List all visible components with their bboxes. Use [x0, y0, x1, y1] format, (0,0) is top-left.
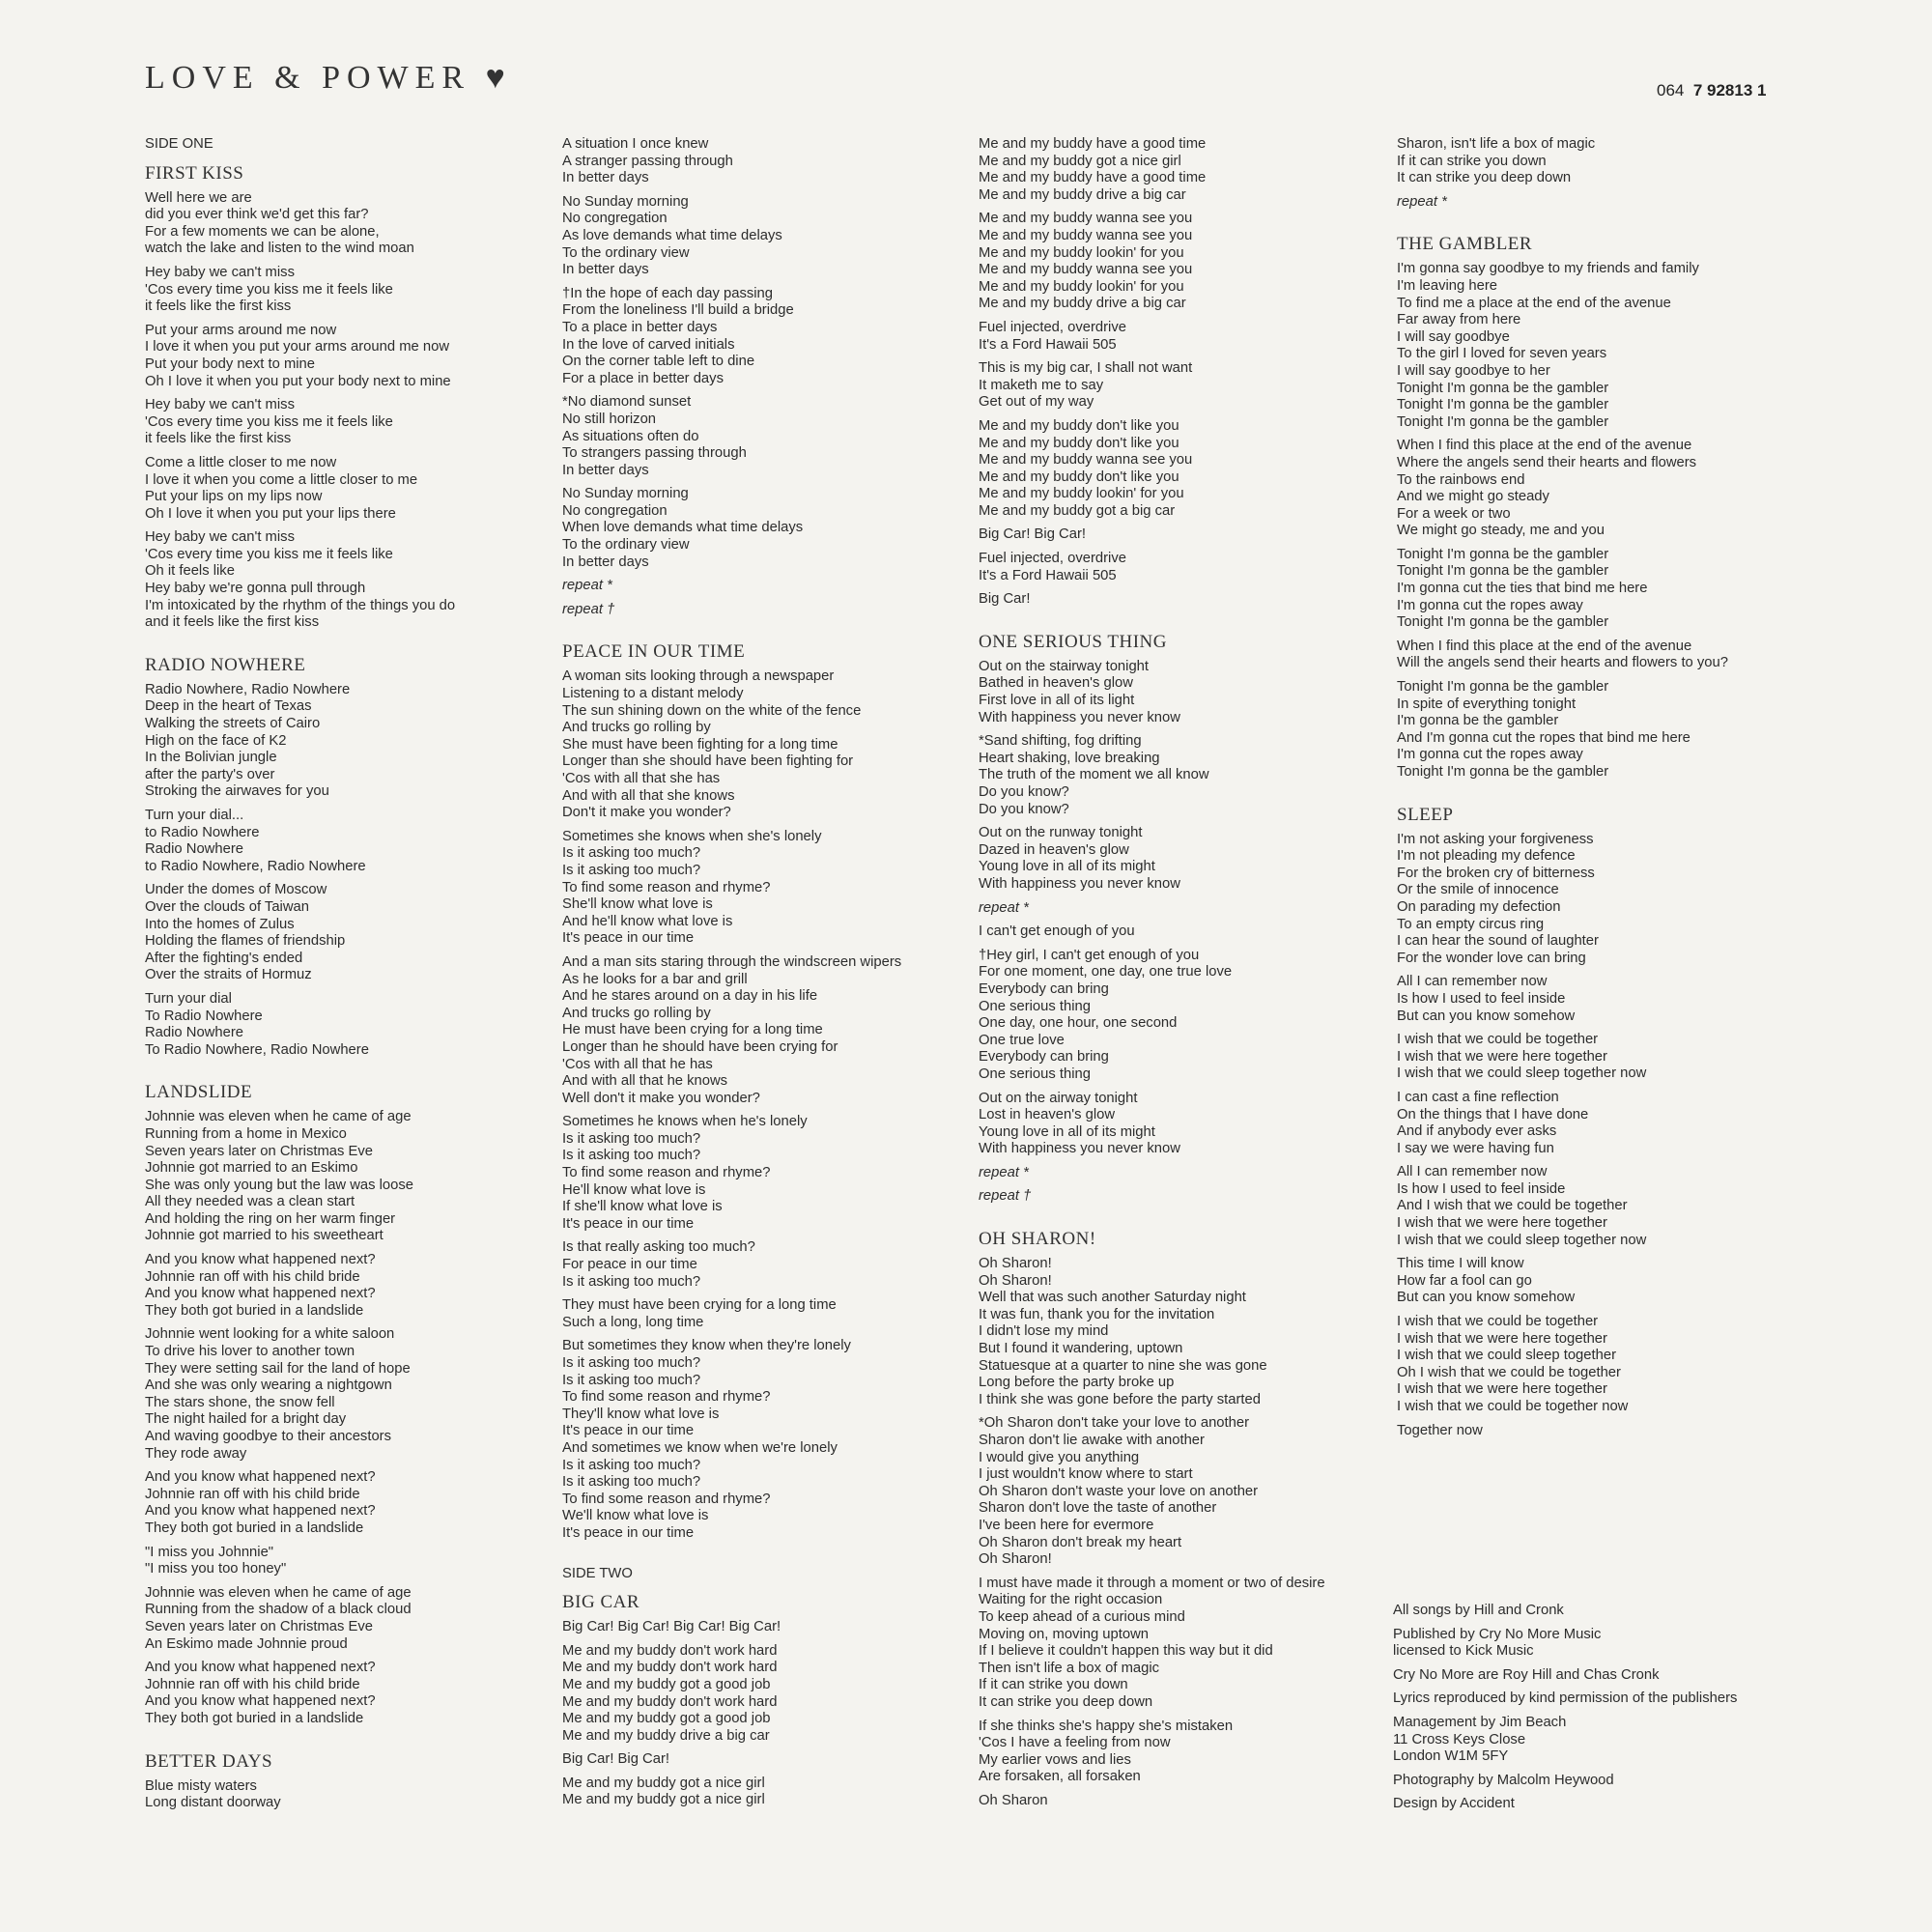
stanza: Me and my buddy got a nice girl Me and my buddy got a nice girl [562, 1775, 765, 1808]
song-title: RADIO NOWHERE [145, 654, 306, 675]
stanza: Blue misty waters Long distant doorway [145, 1777, 281, 1811]
stanza: No Sunday morning No congregation When love demands what time delays To the ordinary view In better days [562, 486, 804, 570]
stanza: They must have been crying for a long time Such a long, long time [562, 1297, 837, 1330]
stanza: Fuel injected, overdrive It's a Ford Hawaii 505 [979, 319, 1126, 353]
stanza: Johnnie was eleven when he came of age Running from the shadow of a black cloud Seven years later on Christmas Eve An Eskimo made Johnnie proud [145, 1584, 412, 1652]
album-title: LOVE & POWER ♥ [145, 60, 512, 96]
song-landslide [145, 1082, 555, 1727]
stanza: All I can remember now Is how I used to feel inside And I wish that we could be together I wish that we were here together I wish that we could sleep together now [1397, 1164, 1647, 1248]
stanza: I must have made it through a moment or two of desire Waiting for the right occasion To keep ahead of a curious mind Moving on, moving uptown If I believe it couldn't happen this way but it did Then isn't life a box of magic If it can strike you down It can strike you deep down [979, 1575, 1325, 1710]
stanza: Hey baby we can't miss 'Cos every time you kiss me it feels like Oh it feels like Hey baby we're gonna pull through I'm intoxicated by the rhythm of the things you do and it feels like the first kiss [145, 529, 456, 631]
song-big-car [562, 1592, 973, 1809]
credit-line: Cry No More are Roy Hill and Chas Cronk [1393, 1666, 1660, 1683]
stanza: I'm gonna say goodbye to my friends and family I'm leaving here To find me a place at the end of the avenue Far away from here I will say goodbye To the girl I loved for seven years I will say goodbye to her Tonight I'm gonna be the gambler Tonight I'm gonna be the gambler Tonight I'm gonna be the gambler [1397, 261, 1699, 430]
stanza: Under the domes of Moscow Over the clouds of Taiwan Into the homes of Zulus Holding the flames of friendship After the fighting's ended Over the straits of Hormuz [145, 882, 346, 983]
stanza: Big Car! Big Car! [979, 526, 1087, 543]
stanza: Out on the runway tonight Dazed in heaven's glow Young love in all of its might With happiness you never know [979, 825, 1180, 892]
credit-line: Management by Jim Beach 11 Cross Keys Close London W1M 5FY [1393, 1714, 1567, 1765]
stanza: *Sand shifting, fog drifting Heart shaking, love breaking The truth of the moment we all know Do you know? Do you know? [979, 733, 1209, 817]
stanza: And you know what happened next? Johnnie ran off with his child bride And you know what happened next? They both got buried in a landslide [145, 1252, 376, 1319]
stanza: I wish that we could be together I wish that we were here together I wish that we could sleep together now [1397, 1032, 1647, 1082]
song-big-car-cont [979, 136, 1389, 609]
stanza: Oh Sharon [979, 1792, 1048, 1808]
stanza: This is my big car, I shall not want It maketh me to say Get out of my way [979, 360, 1193, 411]
stanza: Sharon, isn't life a box of magic If it can strike you down It can strike you deep down [1397, 136, 1596, 186]
stanza: Well here we are did you ever think we'd get this far? For a few moments we can be alone, watch the lake and listen to the wind moan [145, 189, 414, 257]
stanza: I can cast a fine reflection On the things that I have done And if anybody ever asks I say we were having fun [1397, 1089, 1589, 1156]
stanza: All I can remember now Is how I used to feel inside But can you know somehow [1397, 974, 1576, 1024]
credit-line: Published by Cry No More Music licensed to Kick Music [1393, 1626, 1602, 1660]
stanza: Out on the stairway tonight Bathed in heaven's glow First love in all of its light With happiness you never know [979, 658, 1180, 725]
stanza: Big Car! Big Car! [562, 1751, 670, 1768]
stanza: When I find this place at the end of the avenue Will the angels send their hearts and flowers to you? [1397, 638, 1728, 671]
stanza: This time I will know How far a fool can go But can you know somehow [1397, 1256, 1576, 1306]
stanza: Come a little closer to me now I love it when you come a little closer to me Put your lips on my lips now Oh I love it when you put your lips there [145, 454, 418, 522]
stanza: *No diamond sunset No still horizon As situations often do To strangers passing through In better days [562, 394, 747, 478]
song-radio-nowhere [145, 655, 555, 1059]
repeat-note: repeat † [562, 601, 615, 617]
stanza: Oh Sharon! Oh Sharon! Well that was such another Saturday night It was fun, thank you for the invitation I didn't lose my mind But I found it wandering, uptown Statuesque at a quarter to nine she was gone Long before the party broke up I think she was gone before the party started [979, 1256, 1267, 1407]
credit-line: Lyrics reproduced by kind permission of the publishers [1393, 1690, 1738, 1707]
stanza: If she thinks she's happy she's mistaken 'Cos I have a feeling from now My earlier vows and lies Are forsaken, all forsaken [979, 1718, 1234, 1785]
song-title: FIRST KISS [145, 162, 244, 184]
catalog-number [1657, 81, 1766, 100]
stanza: And you know what happened next? Johnnie ran off with his child bride And you know what happened next? They both got buried in a landslide [145, 1469, 376, 1536]
lyrics-column-1 [145, 136, 555, 1835]
stanza: Me and my buddy have a good time Me and my buddy got a nice girl Me and my buddy have a good time Me and my buddy drive a big car [979, 136, 1207, 203]
lyrics-column-2 [562, 136, 973, 1833]
stanza: Big Car! Big Car! Big Car! Big Car! [562, 1619, 781, 1635]
song-title: BIG CAR [562, 1592, 640, 1613]
repeat-note: repeat * [979, 1164, 1029, 1180]
stanza: Tonight I'm gonna be the gambler In spite of everything tonight I'm gonna be the gambler And I'm gonna cut the ropes that bind me here I'm gonna cut the ropes away Tonight I'm gonna be the gambler [1397, 679, 1690, 780]
stanza: Together now [1397, 1422, 1483, 1438]
song-title: SLEEP [1397, 804, 1454, 825]
song-title: BETTER DAYS [145, 1750, 273, 1772]
song-title: ONE SERIOUS THING [979, 631, 1167, 652]
stanza: No Sunday morning No congregation As love demands what time delays To the ordinary view In better days [562, 193, 782, 278]
credit-line: All songs by Hill and Cronk [1393, 1603, 1564, 1618]
credit-line: Design by Accident [1393, 1796, 1515, 1812]
song-title: PEACE IN OUR TIME [562, 641, 746, 663]
stanza: "I miss you Johnnie" "I miss you too honey" [145, 1544, 287, 1577]
song-title: OH SHARON! [979, 1229, 1096, 1250]
song-peace-in-our-time [562, 641, 973, 1542]
repeat-note: repeat * [562, 578, 612, 594]
stanza: Me and my buddy don't work hard Me and my buddy don't work hard Me and my buddy got a good job Me and my buddy don't work hard Me and my buddy got a good job Me and my buddy drive a big car [562, 1642, 778, 1744]
stanza: I can't get enough of you [979, 923, 1135, 940]
stanza: Turn your dial... to Radio Nowhere Radio Nowhere to Radio Nowhere, Radio Nowhere [145, 808, 366, 874]
catalog-main: 7 92813 1 [1692, 81, 1767, 99]
stanza: When I find this place at the end of the avenue Where the angels send their hearts and flowers To the rainbows end And we might go steady For a week or two We might go steady, me and you [1397, 438, 1697, 539]
stanza: Johnnie was eleven when he came of age Running from a home in Mexico Seven years later on Christmas Eve Johnnie got married to an Eskimo She was only young but the law was loose All they needed was a clean start And holding the ring on her warm finger Johnnie got married to his sweetheart [145, 1109, 414, 1244]
stanza: †In the hope of each day passing From the loneliness I'll build a bridge To a place in better days In the love of carved initials On the corner table left to dine For a place in better days [562, 285, 794, 386]
stanza: I wish that we could be together I wish that we were here together I wish that we could sleep together Oh I wish that we could be together I wish that we were here together I wish that we could be together now [1397, 1314, 1629, 1414]
stanza: Radio Nowhere, Radio Nowhere Deep in the heart of Texas Walking the streets of Cairo High on the face of K2 In the Bolivian jungle after the party's over Stroking the airwaves for you [145, 681, 351, 800]
song-title: LANDSLIDE [145, 1082, 253, 1103]
credits [1393, 1603, 1818, 1820]
song-better-days-cont [562, 136, 973, 618]
stanza: Me and my buddy don't like you Me and my buddy don't like you Me and my buddy wanna see you Me and my buddy don't like you Me and my buddy lookin' for you Me and my buddy got a big car [979, 417, 1193, 519]
stanza: Turn your dial To Radio Nowhere Radio Nowhere To Radio Nowhere, Radio Nowhere [145, 990, 369, 1058]
repeat-note: repeat * [1397, 193, 1447, 210]
credit-line: Photography by Malcolm Heywood [1393, 1772, 1614, 1788]
stanza: Put your arms around me now I love it when you put your arms around me now Put your body next to mine Oh I love it when you put your body next to mine [145, 322, 451, 389]
stanza: And a man sits staring through the windscreen wipers As he looks for a bar and grill And he stares around on a day in his life And trucks go rolling by He must have been crying for a long time Longer than he should have been crying for 'Cos with all that he has And with all that he knows Well don't it make you wonder? [562, 953, 902, 1106]
repeat-note: repeat † [979, 1188, 1032, 1205]
stanza: A woman sits looking through a newspaper Listening to a distant melody The sun shining down on the white of the fence And trucks go rolling by She must have been fighting for a long time Longer than she should have been fighting for 'Cos with all that she has And with all that she knows Don't it make you wonder? [562, 668, 862, 821]
song-sleep [1397, 805, 1807, 1440]
stanza: Big Car! [979, 591, 1031, 608]
stanza: Hey baby we can't miss 'Cos every time you kiss me it feels like it feels like the first kiss [145, 264, 393, 315]
song-oh-sharon [979, 1229, 1389, 1809]
song-the-gambler [1397, 234, 1807, 781]
song-first-kiss [145, 163, 555, 632]
stanza: Sometimes he knows when he's lonely Is it asking too much? Is it asking too much? To find some reason and rhyme? He'll know what love is If she'll know what love is It's peace in our time [562, 1114, 808, 1232]
stanza: And you know what happened next? Johnnie ran off with his child bride And you know what happened next? They both got buried in a landslide [145, 1660, 376, 1726]
stanza: Me and my buddy wanna see you Me and my buddy wanna see you Me and my buddy lookin' for you Me and my buddy wanna see you Me and my buddy lookin' for you Me and my buddy drive a big car [979, 211, 1193, 312]
stanza: †Hey girl, I can't get enough of you For one moment, one day, one true love Everybody can bring One serious thing One day, one hour, one second One true love Everybody can bring One serious thing [979, 947, 1233, 1082]
stanza: I'm not asking your forgiveness I'm not pleading my defence For the broken cry of bitterness Or the smile of innocence On parading my defection To an empty circus ring I can hear the sound of laughter For the wonder love can bring [1397, 831, 1599, 966]
lyrics-column-4 [1397, 136, 1807, 1463]
song-one-serious-thing [979, 632, 1389, 1206]
stanza: Tonight I'm gonna be the gambler Tonight I'm gonna be the gambler I'm gonna cut the ties that bind me here I'm gonna cut the ropes away Tonight I'm gonna be the gambler [1397, 546, 1648, 631]
side-label: SIDE ONE [145, 136, 213, 152]
stanza: Hey baby we can't miss 'Cos every time you kiss me it feels like it feels like the first kiss [145, 397, 393, 447]
stanza: Out on the airway tonight Lost in heaven's glow Young love in all of its might With happiness you never know [979, 1090, 1180, 1157]
repeat-note: repeat * [979, 899, 1029, 916]
song-title: THE GAMBLER [1397, 234, 1533, 255]
side-label: SIDE TWO [562, 1565, 633, 1581]
song-better-days [145, 1751, 555, 1812]
stanza: A situation I once knew A stranger passing through In better days [562, 136, 733, 186]
catalog-prefix: 064 [1657, 81, 1685, 99]
stanza: Is that really asking too much? For peace in our time Is it asking too much? [562, 1239, 755, 1290]
song-oh-sharon-cont [1397, 136, 1807, 211]
stanza: Johnnie went looking for a white saloon To drive his lover to another town They were setting sail for the land of hope And she was only wearing a nightgown The stars shone, the snow fell The night hailed for a bright day And waving goodbye to their ancestors They rode away [145, 1326, 411, 1462]
stanza: Fuel injected, overdrive It's a Ford Hawaii 505 [979, 551, 1126, 583]
stanza: But sometimes they know when they're lonely Is it asking too much? Is it asking too much? To find some reason and rhyme? They'll know what love is It's peace in our time And sometimes we know when we're lonely Is it asking too much? Is it asking too much? To find some reason and rhyme? We'll know what love is It's peace in our time [562, 1338, 851, 1541]
lyrics-column-3 [979, 136, 1389, 1833]
stanza: *Oh Sharon don't take your love to another Sharon don't lie awake with another I would give you anything I just wouldn't know where to start Oh Sharon don't waste your love on another Sharon don't love the taste of another I've been here for evermore Oh Sharon don't break my heart Oh Sharon! [979, 1415, 1259, 1568]
stanza: Sometimes she knows when she's lonely Is it asking too much? Is it asking too much? To find some reason and rhyme? She'll know what love is And he'll know what love is It's peace in our time [562, 828, 822, 947]
